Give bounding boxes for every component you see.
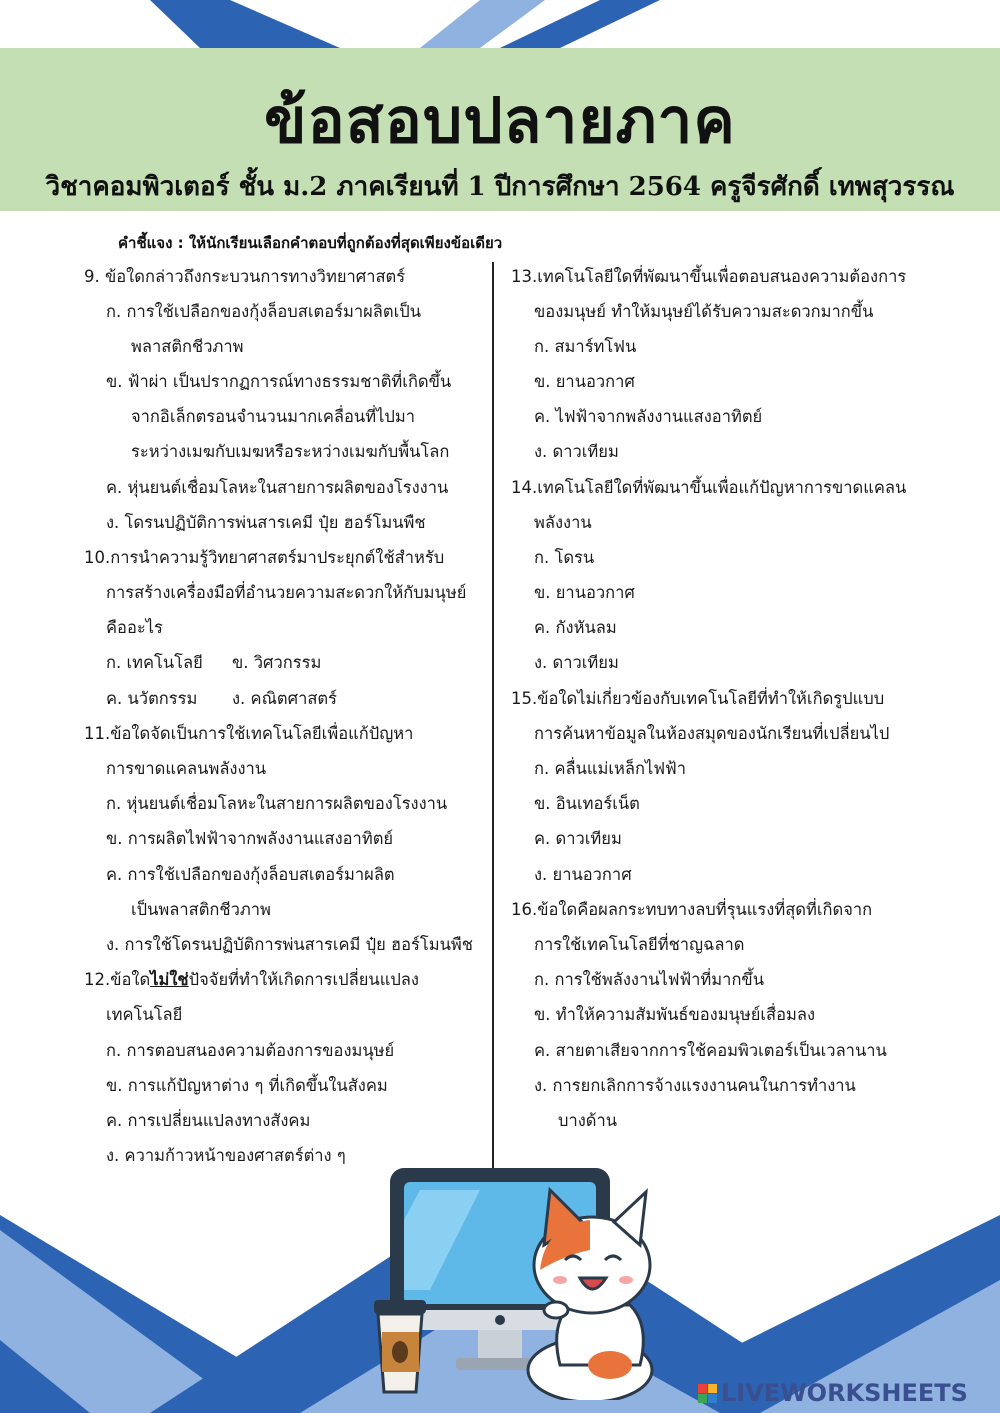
q11-option-c[interactable]: ค. การใช้เปลือกของกุ้งล็อบสเตอร์มาผลิต [106,865,395,884]
question-13: 13.เทคโนโลยีใดที่พัฒนาขึ้นเพื่อตอบสนองความต้องการ [511,267,907,286]
question-11: 11.ข้อใดจัดเป็นการใช้เทคโนโลยีเพื่อแก้ปัญหา [84,724,414,743]
question-14: 14.เทคโนโลยีใดที่พัฒนาขึ้นเพื่อแก้ปัญหาการขาดแคลน [511,478,907,497]
question-12 [84,969,419,991]
q14-option-b[interactable]: ข. ยานอวกาศ [534,583,635,602]
q13-option-a[interactable]: ก. สมาร์ทโฟน [534,337,637,356]
q16-option-b[interactable]: ข. ทำให้ความสัมพันธ์ของมนุษย์เสื่อมลง [534,1005,816,1024]
q9-option-b-cont1: จากอิเล็กตรอนจำนวนมากเคลื่อนที่ไปมา [131,407,415,426]
question-16-cont: การใช้เทคโนโลยีที่ชาญฉลาด [534,935,745,954]
q12-option-b[interactable]: ข. การแก้ปัญหาต่าง ๆ ที่เกิดขึ้นในสังคม [106,1076,388,1095]
q15-option-a[interactable]: ก. คลื่นแม่เหล็กไฟฟ้า [534,759,686,778]
question-10-cont1: การสร้างเครื่องมือที่อำนวยความสะดวกให้กับมนุษย์ [106,583,467,602]
q12-option-a[interactable]: ก. การตอบสนองความต้องการของมนุษย์ [106,1041,395,1060]
q16-option-d[interactable]: ง. การยกเลิกการจ้างแรงงานคนในการทำงาน [534,1076,856,1095]
question-13-cont: ของมนุษย์ ทำให้มนุษย์ได้รับความสะดวกมากขึ้น [534,302,874,321]
q12-option-d[interactable]: ง. ความก้าวหน้าของศาสตร์ต่าง ๆ [106,1146,346,1165]
question-10-cont2: คืออะไร [106,618,163,637]
q16-option-c[interactable]: ค. สายตาเสียจากการใช้คอมพิวเตอร์เป็นเวลานาน [534,1041,887,1060]
q12-option-c[interactable]: ค. การเปลี่ยนแปลงทางสังคม [106,1111,311,1130]
q14-option-a[interactable]: ก. โดรน [534,548,595,567]
q13-option-c[interactable]: ค. ไฟฟ้าจากพลังงานแสงอาทิตย์ [534,407,763,426]
column-divider [492,262,494,1172]
q14-option-c[interactable]: ค. กังหันลม [534,618,617,637]
q16-option-a[interactable]: ก. การใช้พลังงานไฟฟ้าที่มากขึ้น [534,970,764,989]
question-14-cont: พลังงาน [534,513,592,532]
page-subtitle: วิชาคอมพิวเตอร์ ชั้น ม.2 ภาคเรียนที่ 1 ปีการศึกษา 2564 ครูจีรศักดิ์ เทพสุวรรณ [45,172,955,202]
q10-option-b[interactable]: ข. วิศวกรรม [232,653,322,672]
q9-option-d[interactable]: ง. โดรนปฏิบัติการพ่นสารเคมี ปุ๋ย ฮอร์โมนพืช [106,513,426,532]
page-title: ข้อสอบปลายภาค [264,84,736,157]
q16-option-d-cont: บางด้าน [558,1111,618,1130]
q12-prefix: 12.ข้อใด [84,970,151,989]
q15-option-c[interactable]: ค. ดาวเทียม [534,829,622,848]
q13-option-b[interactable]: ข. ยานอวกาศ [534,372,635,391]
q12-suffix: ปัจจัยที่ทำให้เกิดการเปลี่ยนแปลง [188,970,419,989]
question-16: 16.ข้อใดคือผลกระทบทางลบที่รุนแรงที่สุดที่เกิดจาก [511,900,873,919]
question-12-cont: เทคโนโลยี [106,1005,183,1024]
q10-option-a[interactable]: ก. เทคโนโลยี [106,653,203,672]
logo-badge-icon [698,1384,717,1403]
q9-option-b-cont2: ระหว่างเมฆกับเมฆหรือระหว่างเมฆกับพื้นโลก [131,442,450,461]
instructions: คำชี้แจง : ให้นักเรียนเลือกคำตอบที่ถูกต้องที่สุดเพียงข้อเดียว [118,234,503,252]
q14-option-d[interactable]: ง. ดาวเทียม [534,653,619,672]
liveworksheets-logo [698,1380,968,1406]
q10-option-d[interactable]: ง. คณิตศาสตร์ [232,689,337,708]
q9-option-b[interactable]: ข. ฟ้าผ่า เป็นปรากฏการณ์ทางธรรมชาติที่เกิดขึ้น [106,372,452,391]
question-15-cont: การค้นหาข้อมูลในห้องสมุดของนักเรียนที่เปลี่ยนไป [534,724,890,743]
question-9: 9. ข้อใดกล่าวถึงกระบวนการทางวิทยาศาสตร์ [84,267,406,286]
q13-option-d[interactable]: ง. ดาวเทียม [534,442,619,461]
q9-option-c[interactable]: ค. หุ่นยนต์เชื่อมโลหะในสายการผลิตของโรงงาน [106,478,449,497]
question-11-cont: การขาดแคลนพลังงาน [106,759,267,778]
q9-option-a-cont: พลาสติกชีวภาพ [131,337,244,356]
question-15: 15.ข้อใดไม่เกี่ยวข้องกับเทคโนโลยีที่ทำให้เกิดรูปแบบ [511,689,885,708]
q12-emphasis: ไม่ใช่ [150,970,189,989]
q9-option-a[interactable]: ก. การใช้เปลือกของกุ้งล็อบสเตอร์มาผลิตเป็น [106,302,421,321]
question-10: 10.การนำความรู้วิทยาศาสตร์มาประยุกต์ใช้สำหรับ [84,548,445,567]
q15-option-d[interactable]: ง. ยานอวกาศ [534,865,632,884]
computer-cat-illustration [360,1160,680,1400]
q11-option-b[interactable]: ข. การผลิตไฟฟ้าจากพลังงานแสงอาทิตย์ [106,829,394,848]
q15-option-b[interactable]: ข. อินเทอร์เน็ต [534,794,640,813]
logo-text: LIVEWORKSHEETS [721,1379,968,1407]
q11-option-d[interactable]: ง. การใช้โดรนปฏิบัติการพ่นสารเคมี ปุ๋ย ฮอร์โมนพืช [106,935,473,954]
q11-option-c-cont: เป็นพลาสติกชีวภาพ [131,900,271,919]
q10-option-c[interactable]: ค. นวัตกรรม [106,689,198,708]
q11-option-a[interactable]: ก. หุ่นยนต์เชื่อมโลหะในสายการผลิตของโรงงาน [106,794,448,813]
